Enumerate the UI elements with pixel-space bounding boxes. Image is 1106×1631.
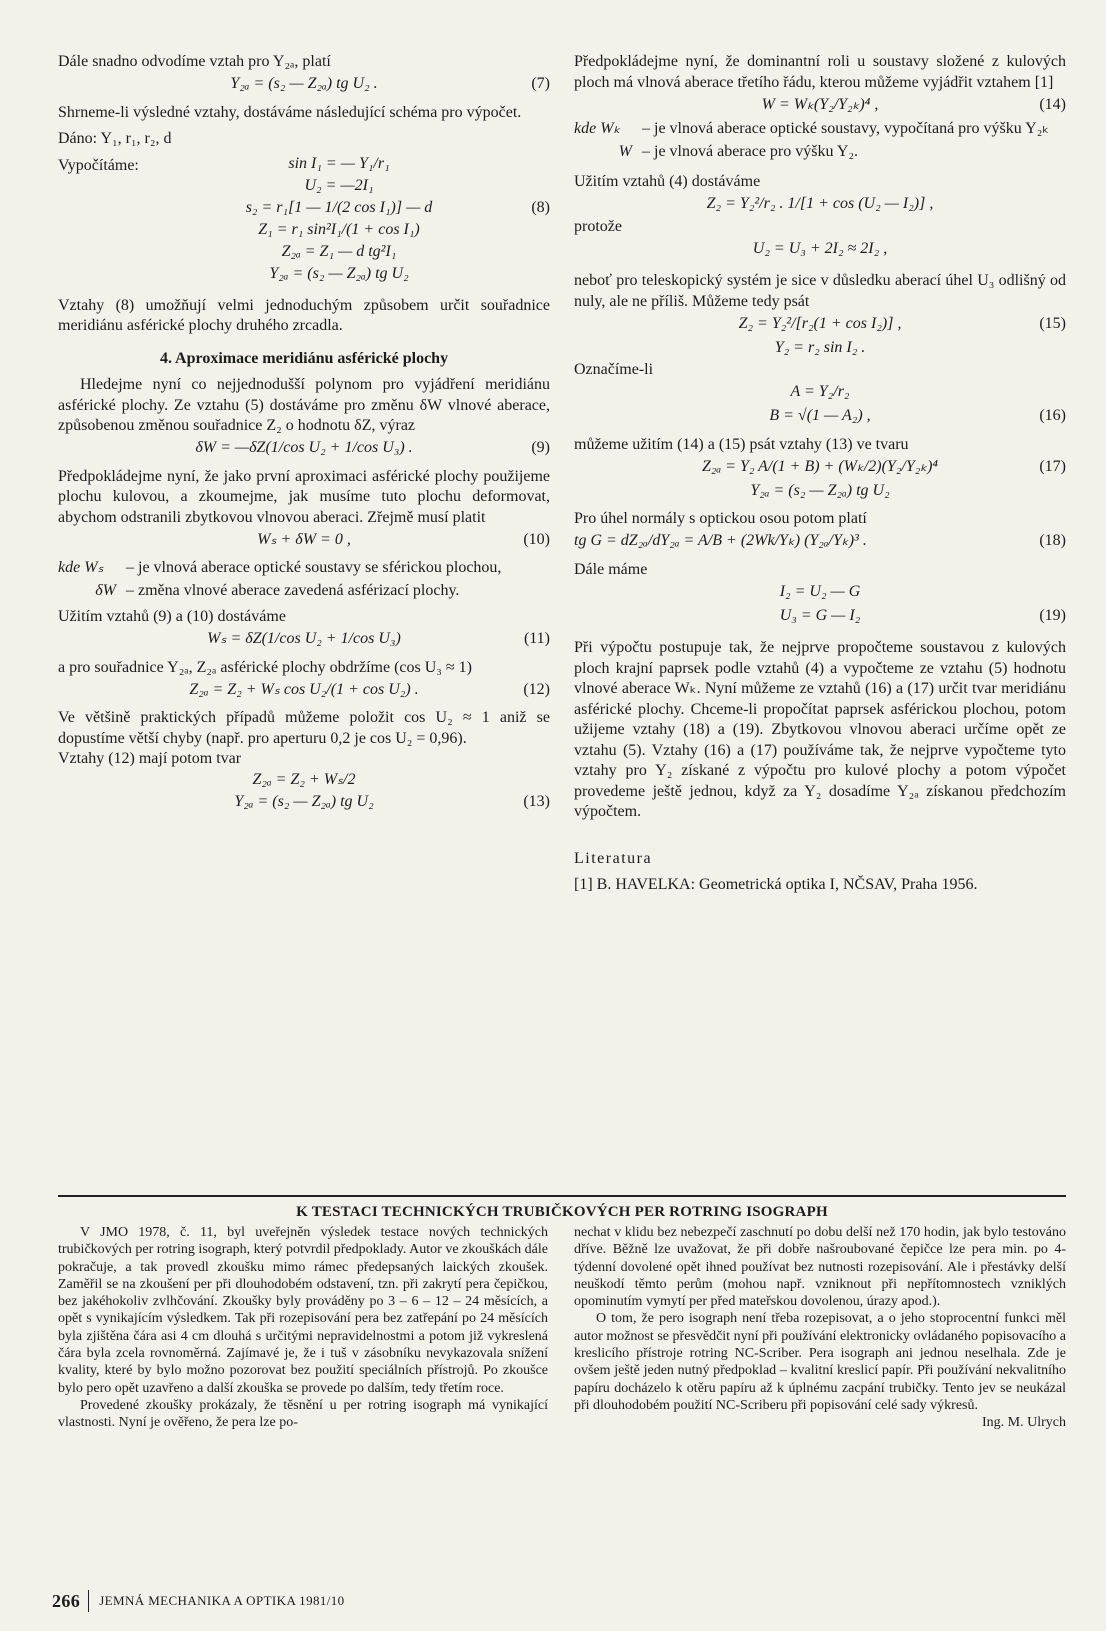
equation-number: (16) [1039,407,1066,425]
equation-text: Y₂ₐ = (s₂ — Z₂ₐ) tg U₂ . [230,75,378,93]
equation-text: Z₂ = Y₂²/r₂ . 1/[1 + cos (U₂ — I₂)] , [706,195,934,213]
paragraph: Hledejme nyní co nejjednodušší polynom pro vyjádření meridiánu asférické plochy. Ze vztahu (5) dostáváme pro změnu δW vlnové aberace, způsobenou změnou souřadnice Z₂ o hodnotu δZ, výraz [58,376,550,434]
left-column [58,52,550,814]
literature-reference: [1] B. HAVELKA: Geometrická optika I, NČSAV, Praha 1956. [574,876,978,893]
equation-text: Z₂ = Y₂²/[r₂(1 + cos I₂)] , [738,314,902,332]
equation-number: (17) [1039,457,1066,475]
paragraph: nechat v klidu bez nebezpečí zaschnutí po dobu delší než 170 hodin, jak bylo testováno dříve. Běžně lze uvažovat, že při dobře našroubované čepičce lze pera min. po 4-týdenní dovolené opět ihned používat bez nutnosti rozepisování. Ale i přestávky delší neuškodí těmto perům (mohou např. vzniknout při nepřítomnostech vzniklých opominutím vymytí per před mateřskou dovolenou, úrazy apod.). [574,1225,1066,1310]
paragraph: neboť pro teleskopický systém je sice v důsledku aberací úhel U₃ odlišný od nuly, ale ne příliš. Můžeme tedy psát [574,272,1066,310]
equation-number: (13) [523,793,550,811]
equation-number: (8) [531,199,550,217]
definition-row [574,119,1066,140]
equation-7 [58,73,550,97]
equation-text: Wₛ + δW = 0 , [257,530,351,548]
equation-13-line [58,792,550,814]
equation-17 [574,455,1066,479]
definition-row [58,558,550,579]
definition-row [58,581,550,602]
equation-text: Z₂ₐ = Z₁ — d tg²I₁ [281,243,397,261]
paragraph: Vztahy (12) mají potom tvar [58,750,242,767]
equation-number: (11) [523,630,550,648]
paragraph: Vztahy (8) umožňují velmi jednoduchým způsobem určit souřadnice meridiánu asférické plochy druhého zrcadla. [58,296,550,334]
equation-14 [574,93,1066,117]
equation-8-block [58,154,550,286]
equation-9 [58,437,550,461]
paragraph: Předpokládejme nyní, že dominantní roli u soustavy složené z kulových ploch má vlnová aberace třetího řádu, kterou můžeme vyjádřit vztahem [1] [574,53,1066,91]
equation-line [58,176,550,198]
equation-number: (19) [1039,606,1066,624]
paragraph: Předpokládejme nyní, že jako první aproximaci asférické plochy použijeme plochu kulovou, a zkoumejme, jak musíme tuto plochu deformovat, abychom odstranili zbytkovou vlnovou aberaci. Zřejmě musí platit [58,467,550,526]
definitions-list [58,558,550,601]
equation-line [58,198,550,220]
equation-12 [58,678,550,702]
article-left-column [58,1224,548,1432]
paragraph: Dále snadno odvodíme vztah pro Y₂ₐ, platí [58,53,331,70]
equation-16 [574,405,1066,429]
equation-number: (18) [1039,532,1066,550]
paragraph: a pro souřadnice Y₂ₐ, Z₂ₐ asférické plochy obdržíme (cos U₃ ≈ 1) [58,658,472,676]
equation-text: sin I₁ = — Y₁/r₁ [288,155,390,173]
equation-15 [574,312,1066,336]
paragraph: Užitím vztahů (9) a (10) dostáváme [58,608,286,625]
footer-divider [88,1590,89,1612]
equation-line [58,220,550,242]
equation-line [58,154,550,176]
paragraph: O tom, že pero isograph není třeba rozepisovat, a o jeho stoprocentní funkci měl autor možnost se přesvědčit nyní při používání elektronicky ovládaného popisovacího a kreslicího přístroje rotring NC-Scriber. Pera isograph ani jednou neselhala. Zde je ovšem ještě jeden nutný předpoklad – kvalitní kreslicí papír. Při používání nekvalitního papíru docházelo k otěru papíru až k úplnému zacpání trubičky. Tento jev se neukázal při dlouhodobém použití NC-Scriberu při popisování celé sady výkresů. [574,1311,1066,1413]
equation-number: (9) [531,439,550,457]
equation-line [58,242,550,264]
equation-text: δW = —δZ(1/cos U₂ + 1/cos U₃) . [195,439,413,457]
definitions-list [574,119,1066,162]
equation-text: Y₂ = r₂ sin I₂ . [774,338,866,356]
equation-text: Z₂ₐ = Z₂ + Wₛ/2 [252,771,356,789]
equation-u2 [574,237,1066,261]
paragraph: Provedené zkoušky prokázaly, že těsnění u per rotring isograph má vynikající vlastnosti. Nyní je ověřeno, že pera lze po- [58,1397,548,1431]
equation-text: U₂ = —2I₁ [304,177,374,195]
equation-text: Y₂ₐ = (s₂ — Z₂ₐ) tg U₂ [234,793,374,811]
article-title: K TESTACI TECHNICKÝCH TRUBIČKOVÝCH PER ROTRING ISOGRAPH [296,1204,828,1220]
given-values: Dáno: Y₁, r₁, r₂, d [58,130,172,147]
equation-text: Wₛ = δZ(1/cos U₂ + 1/cos U₃) [207,630,401,648]
equation-text: Y₂ₐ = (s₂ — Z₂ₐ) tg U₂ [269,265,409,283]
definition-key: kde Wₛ [58,559,104,576]
equation-19 [574,604,1066,628]
equation-line [58,264,550,286]
equation-19a [574,580,1066,604]
equation-number: (7) [531,75,550,93]
equation-17b [574,479,1066,503]
equation-text: A = Y₂/r₂ [790,383,850,401]
equation-text: tg G = dZ₂ₐ/dY₂ₐ = A/B + (2Wk/Yₖ) (Y₂ₐ/Yₖ)³ . [574,532,867,550]
equation-text: W = Wₖ(Y₂/Y₂ₖ)⁴ , [761,95,879,113]
equation-text: U₂ = U₃ + 2I₂ ≈ 2I₂ , [752,239,888,257]
equation-18 [574,530,1066,554]
label-text: protože [574,217,622,235]
equation-13-line [58,770,550,792]
equation-16a [574,381,1066,405]
right-column [574,52,1066,896]
page-footer [52,1590,345,1612]
equation-text: Z₁ = r₁ sin²I₁/(1 + cos I₁) [258,221,420,239]
definition-key: W [618,142,632,160]
paragraph: můžeme užitím (14) a (15) psát vztahy (13) ve tvaru [574,435,909,453]
equation-10 [58,528,550,552]
section-divider [58,1195,1066,1197]
equation-text: I₂ = U₂ — G [779,582,861,600]
section-heading: 4. Aproximace meridiánu asférické plochy [159,349,449,367]
article-right-column [574,1224,1066,1432]
paragraph: Shrneme-li výsledné vztahy, dostáváme následující schéma pro výpočet. [58,103,522,121]
paragraph: Ve většině praktických případů můžeme položit cos U₂ ≈ 1 aniž se dopustíme větší chyby (např. pro aperturu 0,2 je cos U₂ = 0,96). [58,709,550,747]
equation-15b [574,336,1066,360]
equation-number: (14) [1039,95,1066,113]
compute-label: Vypočítáme: [58,156,139,174]
equation-number: (10) [523,530,550,548]
label-text: Označíme-li [574,361,654,378]
journal-name: JEMNÁ MECHANIKA A OPTIKA 1981/10 [99,1593,345,1608]
definition-text: – je vlnová aberace optické soustavy, vypočítaná pro výšku Y₂ₖ [642,120,1050,137]
definition-text: – změna vlnové aberace zavedená asférizací plochy. [126,581,460,599]
definition-key: kde Wₖ [574,120,621,137]
equation-text: Z₂ₐ = Y₂ A/(1 + B) + (Wₖ/2)(Y₂/Y₂ₖ)⁴ [702,457,938,475]
paragraph: Při výpočtu postupuje tak, že nejprve propočteme soustavou z kulových ploch krajní paprsek podle vztahů (4) a vypočteme ze vztahu (5) hodnotu vlnové aberace Wₖ. Nyní můžeme ze vztahů (16) a (17) určit tvar meridiánu asférické plochy. Chceme-li propočítat paprsek asférickou plochou, potom užijeme vztahy (18) a (19). Zbytkovou vlnovou aberaci určíme opět ze vztahu (5). Vztahy (16) a (17) používáme tak, že nejprve vypočteme tyto vztahy pro Y₂ získané z výpočtu pro kulové plochy a potom výpočet provedeme ještě jednou, když za Y₂ dosadíme Y₂ₐ získanou předchozím výpočtem. [574,639,1066,820]
equation-number: (15) [1039,314,1066,332]
equation-text: Z₂ₐ = Z₂ + Wₛ cos U₂/(1 + cos U₂) . [189,680,419,698]
paragraph: V JMO 1978, č. 11, byl uveřejněn výsledek testace nových technických trubičkových per rotring isograph, který potvrdil předpoklady. Autor ve zkouškách dále pokračuje, a tak provedl zkoušku mimo rámec předepsaných laických zkoušek. Zaměřil se na zkoušení per při dlouhodobém odstavení, tzn. při zakrytí pera čepičkou, bez jakéhokoliv zvlhčování. Zkoušky byly prováděny po 3 – 6 – 12 – 24 měsících, a opět s vynikajícím výsledkem. Tak při rozepisování pera bez zatřepání po 24 měsících byla zjištěna čára asi 4 cm dlouhá s určitými nepravidelnostmi a potom již vykreslená čára byla zcela rovnoměrná. Zajímavé je, že i tuš v zásobníku nevykazovala snížení kvality, které by bylo možno pozorovat bez použití speciálních přístrojů. Po zkoušce bylo pero opět uzavřeno a další zkouška se provede po dalším, tedy třetím roce. [58,1225,548,1396]
page-number: 266 [52,1590,81,1611]
paragraph: Dále máme [574,560,648,578]
author-signature: Ing. M. Ulrych [982,1415,1066,1431]
paragraph: Pro úhel normály s optickou osou potom platí [574,510,867,527]
equation-number: (12) [523,680,550,698]
equation-text: s₂ = r₁[1 — 1/(2 cos I₁)] — d [245,199,433,217]
definition-row [574,142,1066,163]
equation-text: U₃ = G — I₂ [779,606,861,624]
equation-11 [58,628,550,652]
definition-key: δW [95,581,116,599]
definition-text: – je vlnová aberace optické soustavy se sférickou plochou, [126,559,502,576]
equation-z2 [574,193,1066,217]
equation-text: Y₂ₐ = (s₂ — Z₂ₐ) tg U₂ [750,481,890,499]
equation-text: B = √(1 — A₂) , [769,407,871,425]
literature-heading: Literatura [574,849,653,867]
definition-text: – je vlnová aberace pro výšku Y₂. [642,142,859,160]
paragraph: Užitím vztahů (4) dostáváme [574,173,761,190]
